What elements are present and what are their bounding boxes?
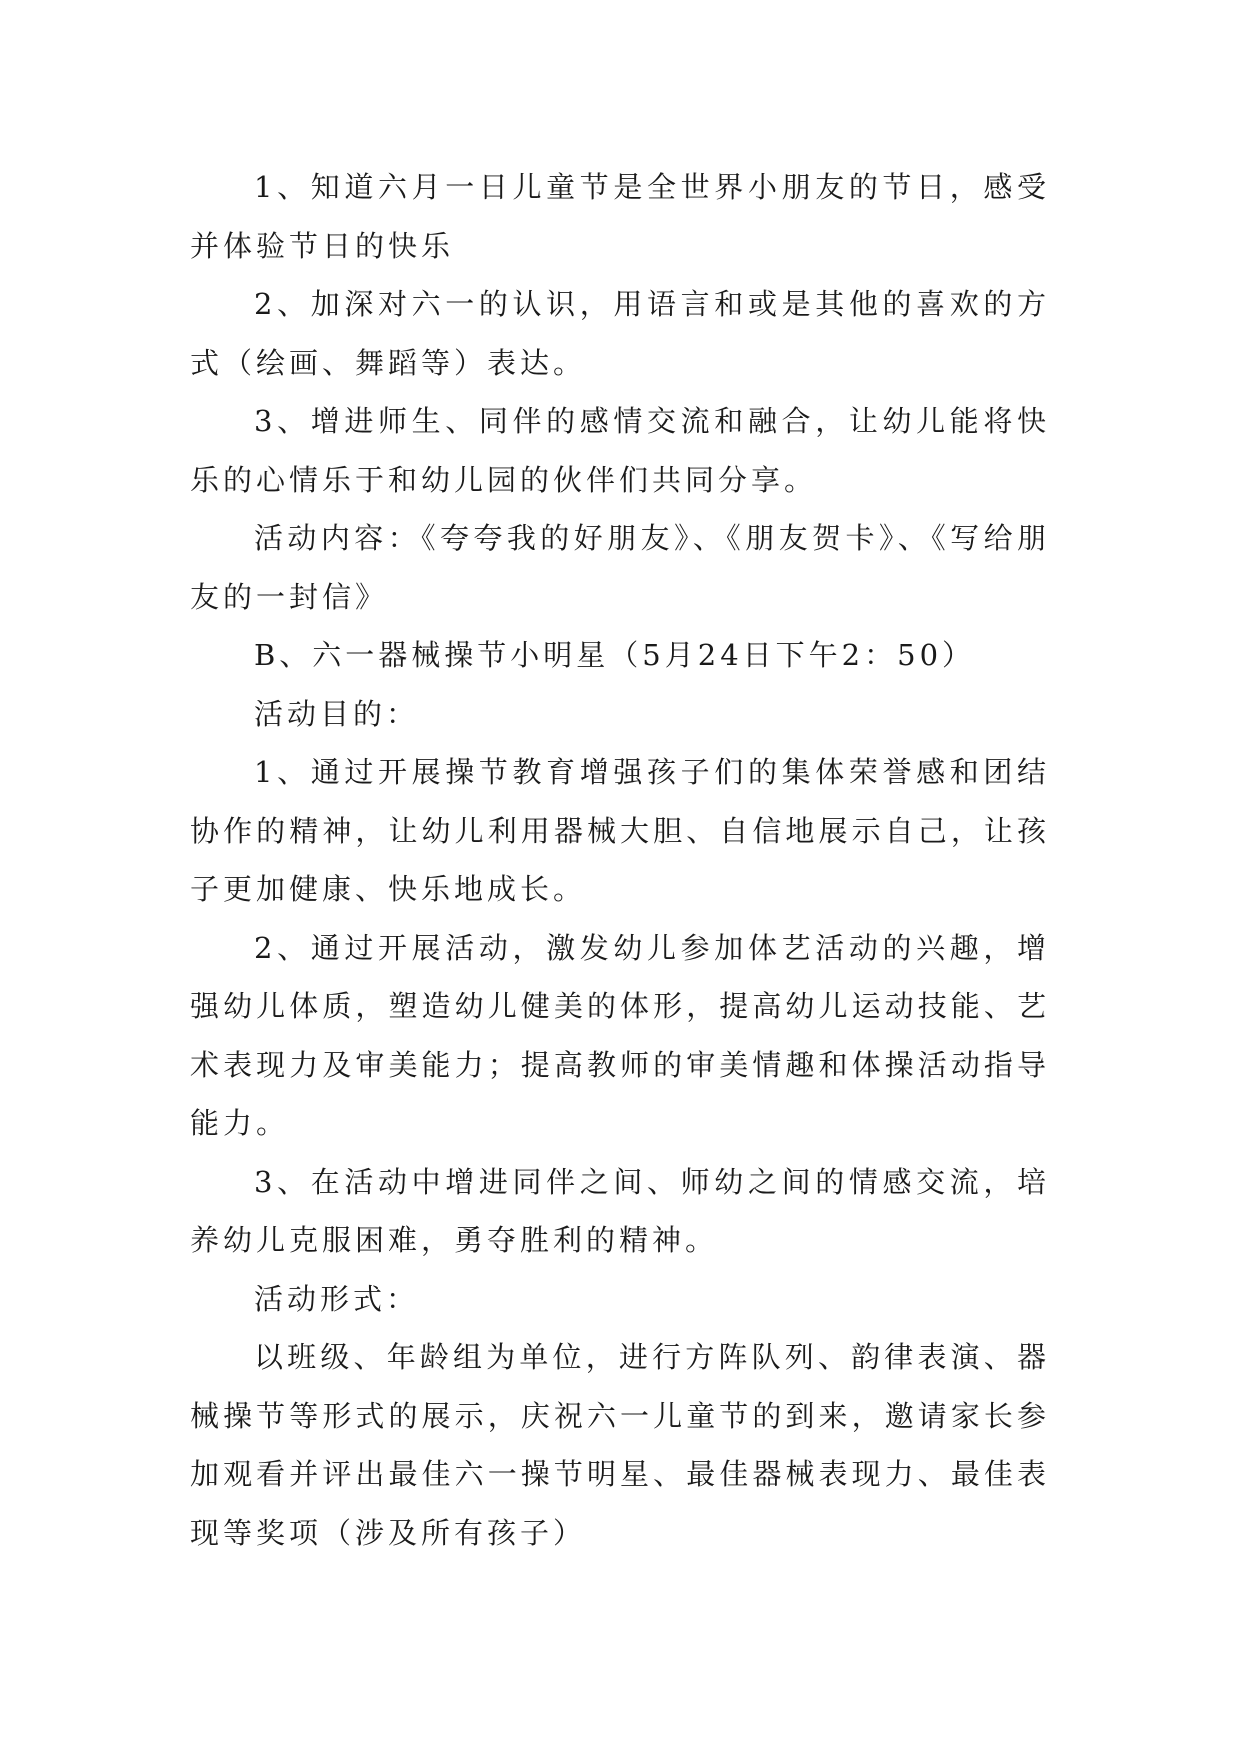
paragraph-goal-1: 1、知道六月一日儿童节是全世界小朋友的节日，感受并体验节日的快乐 — [190, 170, 1050, 263]
paragraph-purpose-2: 2、通过开展活动，激发幼儿参加体艺活动的兴趣，增强幼儿体质，塑造幼儿健美的体形，提高幼儿运动技能、艺术表现力及审美能力；提高教师的审美情趣和体操活动指导能力。 — [190, 930, 1050, 1140]
paragraph-activity-purpose-heading: 活动目的： — [254, 696, 420, 731]
document-body — [190, 158, 1050, 1562]
paragraph-activity-content: 活动内容：《夸夸我的好朋友》、《朋友贺卡》、《写给朋友的一封信》 — [190, 521, 1050, 614]
paragraph-purpose-1: 1、通过开展操节教育增强孩子们的集体荣誉感和团结协作的精神，让幼儿利用器械大胆、自信地展示自己，让孩子更加健康、快乐地成长。 — [190, 755, 1050, 906]
paragraph-goal-3: 3、增进师生、同伴的感情交流和融合，让幼儿能将快乐的心情乐于和幼儿园的伙伴们共同分享。 — [190, 404, 1050, 497]
section-heading-b: B、六一器械操节小明星（5月24日下午2：50） — [254, 638, 976, 672]
paragraph-purpose-3: 3、在活动中增进同伴之间、师幼之间的情感交流，培养幼儿克服困难，勇夺胜利的精神。 — [190, 1164, 1050, 1257]
paragraph-activity-form-heading: 活动形式： — [254, 1281, 420, 1316]
paragraph-activity-form: 以班级、年龄组为单位，进行方阵队列、韵律表演、器械操节等形式的展示，庆祝六一儿童节的到来，邀请家长参加观看并评出最佳六一操节明星、最佳器械表现力、最佳表现等奖项（涉及所有孩子） — [190, 1340, 1050, 1550]
paragraph-goal-2: 2、加深对六一的认识，用语言和或是其他的喜欢的方式（绘画、舞蹈等）表达。 — [190, 287, 1050, 380]
